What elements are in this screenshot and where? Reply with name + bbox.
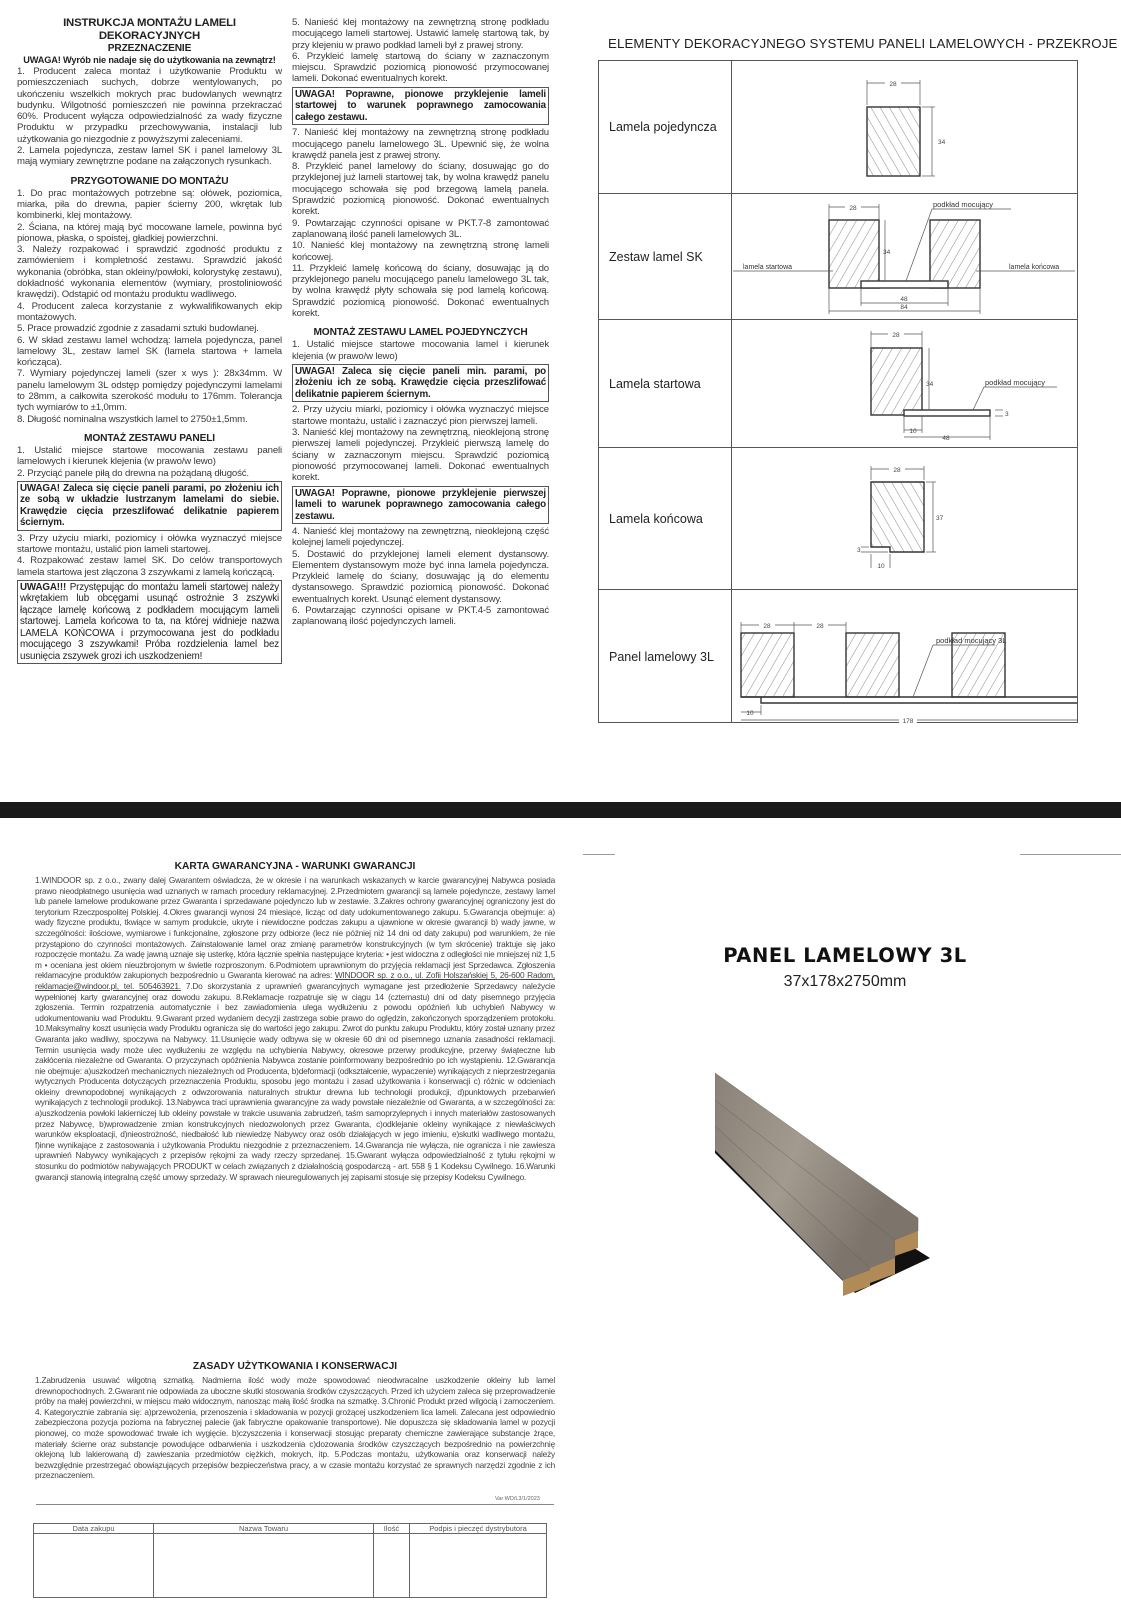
footer-line: [36, 1504, 554, 1505]
instruction-item: 7. Wymiary pojedynczej lameli (szer x wys ): 28x34mm. W panelu lamelowym 3L odstęp pomiędzy pojedynczymi lamelami to 28mm, a całkowita szerokość modułu to 176mm. Tolerancja tych wymiarów to ±1,0mm.: [17, 368, 282, 414]
instruction-item: 3. Należy rozpakować i sprawdzić zgodność produktu z zamówieniem i kompletność zestawu. Sprawdzić jakość wykonania (obróbka, stan okleiny/powłoki, kolorystykę zestawu), dokładność wykonania elementów (wymiary, prostoliniowość krawędzi). Odstąpić od montażu produktu wadliwego.: [17, 244, 282, 301]
preparation-list: [17, 188, 282, 425]
dim-width: 28: [892, 332, 900, 339]
cell-product-name[interactable]: [154, 1534, 374, 1598]
product-dimensions: 37x178x2750mm: [783, 973, 907, 990]
panels-warning-cut: UWAGA! Zaleca się cięcie paneli parami, po złożeniu ich ze sobą w układzie lustrzanym lamelami do siebie. Krawędzie cięcia przeszlifować delikatnie papierem ściernym.: [17, 481, 282, 531]
dim-total: 84: [900, 304, 908, 311]
col-signature: Podpis i pieczęć dystrybutora: [410, 1524, 547, 1534]
panels-warning-staples: [17, 580, 282, 665]
row-label: Panel lamelowy 3L: [599, 590, 732, 723]
singles-heading: MONTAŻ ZESTAWU LAMEL POJEDYNCZYCH: [313, 327, 528, 339]
singles-warning-first: UWAGA! Poprawne, pionowe przyklejenie pierwszej lameli to warunek poprawnego zamocowania całego zestawu.: [292, 486, 549, 525]
instruction-item: 5. Nanieść klej montażowy na zewnętrzną stronę podkładu mocującego lameli startowej. Ustawić lamelę startową tak, by przy klejeniu w prawo podkład lameli był z prawej strony.: [292, 17, 549, 51]
warranty-text-b: 7.Do skorzystania z uprawnień gwarancyjnych wymagane jest przedłożenie Sprzedawcy należycie wypełnionej karty gwarancyjnej oraz dowodu zakupu. 8.Reklamacje rozpatruje się w ciągu 14 (czternastu) dni od daty pisemnego przyjęcia zgłoszenia. Termin rozpatrzenia automatycznie i bez zawiadomienia ulega wydłużeniu z powodu opóźnień lub uchybień Nabywcy w udokumentowaniu wad Produktu. 9.Gwarant przed wydaniem decyzji zastrzega sobie prawo do oględzin, zakończonych sporządzeniem protokołu. 10.Maksymalny koszt usunięcia wady Produktu ogranicza się do wartości jego zakupu. Zwrot do punktu zakupu Produktu, który został uznany przez Gwaranta jako wadliwy, spoczywa na Nabywcy. 11.Usunięcie wady odbywa się w okresie 60 dni od pisemnego uznania zasadności reklamacji. Termin usunięcia wady może ulec wydłużeniu ze względu na uchybienia Nabywcy, okresowe przerwy produkcyjne, przerwy świąteczne lub zakłócenia niezależne od Gwaranta. O przyczynach opóźnienia Nabywca zostanie poinformowany bezpośrednio po ich wystąpieniu. 12.Gwarancja nie obejmuje: a)uszkodzeń mechanicznych niezależnych od Producenta, b)deformacji (odkształcenie, wypaczenie) wynikających z nieprzestrzegania wytycznych Producenta dotyczących przeznaczenia Produktu, sposobu jego montażu i zasad użytkowania i konserwacji c) różnic w odcieniach okleiny drewnopodobnej wynikających z odwzorowania naturalnych struktur drewna lub technologii produkcji, d)punktowych przebarwień wynikających z technologii produkcji. 13.Nabywca traci uprawnienia gwarancyjne za wady powstałe niezależnie od Gwaranta, a w szczególności za: a)uszkodzenia powłoki lakierniczej lub okleiny powstałe w trakcie usuwania zabrudzeń, taśm samoprzylepnych i innych materiałów zastosowanych przez Nabywcę, b)wprowadzenie zmian konstrukcyjnych niedozwolonych przez Gwaranta, c)odklejanie okleiny wynikające z niewłaściwych warunków eksploatacji, d)nieostrożność, niedbałość lub niewiedzę Nabywcy oraz osób działających w jego imieniu, e)skutki wadliwego montażu, f)inne wynikające z zastosowania i użytkowania Produktu niezgodnie z przeznaczeniem. 14.Gwarancja nie wyłącza, nie ogranicza i nie zawiesza uprawnień Nabywcy wynikających z przepisów rękojmi za wady rzeczy sprzedanej. 15.Gwarant wyłącza odpowiedzialność z tytułu rękojmi w stosunku do podmiotów nabywających PRODUKT w celach związanych z działalnością gospodarczą - art. 558 § 1 Kodeksu Cywilnego. 16.Warunki gwarancji stanowią integralną część umowy sprzedaży. W sprawach nieuregulowanych jej zapisami stosuje się przepisy Kodeksu Cywilnego.: [35, 980, 555, 1182]
instruction-item: 9. Powtarzając czynności opisane w PKT.7-8 zamontować zaplanowaną ilość paneli lamelowych 3L.: [292, 217, 549, 240]
version-label: Var WD/L3/1/2023: [495, 1496, 540, 1502]
instruction-item: 1. Producent zaleca montaż i użytkowanie Produktu w pomieszczeniach suchych, dobrze wentylowanych, po ukończeniu wszelkich mokrych prac budowlanych wewnątrz budynku. Wilgotność pomieszczeń nie powinna przekraczać 60%. Producent wyłącza odpowiedzialność za wady fizyczne Produktu w przypadku przechowywania, instalacji lub użytkowania go niezgodnie z powyższymi zaleceniami.: [17, 66, 282, 145]
purchase-table: [33, 1523, 547, 1598]
dim-base: 48: [900, 296, 908, 303]
dim-total: 178: [902, 718, 914, 723]
instruction-item: 3. Nanieść klej montażowy na zewnętrzną, nieoklejoną stronę pierwszej lameli pojedynczej. Przykleić pierwszą lamelę do ściany w zaznaczonym miejscu. Sprawdzić poziomicą pionowość przymocowanej lameli. Dokonać ewentualnych korekt.: [292, 427, 549, 484]
product-render: [715, 1018, 1015, 1298]
dim-base: 48: [942, 435, 950, 442]
row-label: Lamela startowa: [599, 320, 732, 447]
purpose-heading: PRZEZNACZENIE: [107, 43, 192, 54]
sk-set-drawing: [733, 194, 1077, 320]
warning-text: Przystępując do montażu lameli startowej należy wkrętakiem lub obcęgami usunąć ostrożnie 3 zszywki łączące lamelę końcową z podkładem mocującym lameli startowej. Lamela końcowa to ta, na której widnieje nazwa LAMELA KOŃCOWA i przymocowana jest do podkładu mocującego 3 zszywkami! Próba rozdzielenia lamel bez usunięcia zszywek grozi ich uszkodzeniem!: [20, 581, 279, 662]
col-quantity: Ilość: [374, 1524, 410, 1534]
instruction-item: 8. Przykleić panel lamelowy do ściany, dosuwając go do przyklejonej już lameli startowej tak, by wolna krawędź panelu mocującego schowała się pod brzegową lamelą panela. Sprawdzić poziomicą pionowość. Dokonać ewentualnych korekt.: [292, 161, 549, 218]
product-name: PANEL LAMELOWY 3L: [723, 944, 967, 967]
panels-warning-start: UWAGA! Poprawne, pionowe przyklejenie lameli startowej to warunek poprawnego zamocowania całego zestawu.: [292, 87, 549, 126]
decor-line-right: [1020, 854, 1121, 855]
instruction-item: 5. Prace prowadzić zgodnie z zasadami sztuki budowlanej.: [17, 323, 259, 335]
dim-height: 34: [883, 249, 891, 256]
dim-width: 28: [763, 623, 771, 630]
callout-end: lamela końcowa: [1009, 264, 1060, 271]
row-zestaw-sk: [599, 194, 1077, 320]
singles-list-c: [292, 526, 549, 628]
instruction-item: 6. W skład zestawu lamel wchodzą: lamela pojedyncza, panel lamelowy 3L, zestaw lamel SK (lamela startowa + lamela kończąca).: [17, 334, 282, 369]
instruction-item: 2. Lamela pojedyncza, zestaw lamel SK i panel lamelowy 3L mają wymiary zewnętrzne podane na załączonych rysunkach.: [17, 145, 282, 168]
panels-list-b: [17, 533, 282, 578]
dim-height: 34: [926, 381, 934, 388]
singles-warning-cut: UWAGA! Zaleca się cięcie paneli min. parami, po złożeniu ich ze sobą. Krawędzie cięcia przeszlifować delikatnie papierem ściernym.: [292, 364, 549, 403]
instruction-item: 4. Nanieść klej montażowy na zewnętrzną, nieoklejoną część kolejnej lameli pojedynczej.: [292, 526, 549, 549]
lamel-section: [867, 107, 920, 176]
cross-sections-table: [598, 60, 1078, 723]
dim-offset: 10: [909, 428, 917, 435]
instructions-column-left: [17, 17, 282, 666]
cell-signature[interactable]: [410, 1534, 547, 1598]
care-text: 1.Zabrudzenia usuwać wilgotną szmatką. Nadmierna ilość wody może spowodować nieodwracalne uszkodzenie okleiny lub lamel drewnopochodnych. 2.Gwarant nie odpowiada za uboczne skutki stosowania środków czyszczących. Przed ich użyciem zaleca się przeprowadzenie próby na małej powierzchni, w miejscu mało widocznym, nanosząc małą ilość środka na szmatkę. 3.Chronić Produkt przed wilgocią i zamoczeniem. 4. Kategorycznie zabrania się: a)przewożenia, przenoszenia i składowania w pozycji grożącej uszkodzeniem lica lameli. Zalecana jest odpowiednio zabezpieczona pozycja pozioma na fabrycznej palecie (jak fabryczne opakowanie transportowe). Nie dopuszcza się składowania lamel w pozycji pionowej, co może spowodować trwałe ich wygięcie. b)czyszczenia i konserwacji stosując preparaty chemiczne zawierające substancje żrące, materiały ścierne oraz substancje powodujące odbarwienia i uszkodzenia c)dozowania środków czyszczących bezpośrednio na powierzchnię oklejoną lub lakierowaną d) zawieszania przedmiotów ciężkich, mokrych, itp. 5.Podczas montażu, użytkowania oraz konserwacji należy bezwzględnie przestrzegać obowiązujących przepisów bezpieczeństwa pracy, a w czasie montażu korzystać ze sprawnych narzędzi zgodnie z ich przeznaczeniem.: [35, 1375, 555, 1481]
cell-purchase-date[interactable]: [34, 1534, 154, 1598]
callout-start: lamela startowa: [743, 264, 793, 271]
instruction-item: 3. Przy użyciu miarki, poziomicy i ołówka wyznaczyć miejsce startowe montażu, ustalić pion lameli startowej.: [17, 532, 282, 556]
instruction-item: 2. Przy użyciu miarki, poziomicy i ołówka wyznaczyć miejsce startowe montażu, ustalić i zaznaczyć pion pierwszej lameli.: [292, 404, 549, 427]
callout-base: podkład mocujący 3L: [936, 636, 1007, 645]
row-label: Zestaw lamel SK: [599, 194, 732, 319]
purpose-list: [17, 66, 282, 168]
single-lamel-drawing: [733, 61, 1077, 194]
cell-quantity[interactable]: [374, 1534, 410, 1598]
callout-base: podkład mocujący: [933, 200, 994, 209]
dim-height: 34: [938, 139, 946, 146]
dim-gap: 28: [816, 623, 824, 630]
instructions-column-middle: [292, 17, 549, 628]
outdoor-warning: UWAGA! Wyrób nie nadaje się do użytkowania na zewnątrz!: [23, 55, 276, 65]
instruction-item: 11. Przykleić lamelę końcową do ściany, dosuwając ją do przyklejonego panelu mocującego panelu lamelowego 3L tak, by wolna krawędź płyty schowała się pod lamelą końcową. Sprawdzić poziomicą pionowość. Dokonać ewentualnych korekt.: [292, 262, 549, 320]
instruction-item: 8. Długość nominalna wszystkich lamel to 2750±1,5mm.: [17, 413, 248, 425]
row-lamela-pojedyncza: [599, 61, 1077, 194]
callout-base: podkład mocujący: [985, 378, 1046, 387]
instruction-item: 6. Przykleić lamelę startową do ściany w zaznaczonym miejscu. Sprawdzić poziomicą pionowość przymocowanej lameli. Dokonać ewentualnych korekt.: [292, 50, 549, 85]
dim-width: 28: [889, 81, 897, 88]
care-title: ZASADY UŻYTKOWANIA I KONSERWACJI: [192, 1361, 398, 1372]
instruction-item: 10. Nanieść klej montażowy na zewnętrzną stronę lameli końcowej.: [292, 240, 549, 263]
panel-3l-drawing: [733, 590, 1077, 723]
row-lamela-startowa: [599, 320, 1077, 448]
instruction-item: 6. Powtarzając czynności opisane w PKT.4-5 zamontować zaplanowaną ilość pojedynczych lameli.: [292, 605, 549, 628]
panels-heading: MONTAŻ ZESTAWU PANELI: [84, 432, 215, 444]
col-purchase-date: Data zakupu: [34, 1524, 154, 1534]
row-label: Lamela pojedyncza: [599, 61, 732, 193]
panels-list-a: [17, 445, 282, 479]
instruction-item: 4. Producent zaleca korzystanie z wykwalifikowanych ekip montażowych.: [17, 300, 282, 323]
warranty-text-a: 1.WINDOOR sp. z o.o., zwany dalej Gwarantem oświadcza, że w okresie i na warunkach wskazanych w karcie gwarancyjnej Nabywca posiada prawo nieodpłatnego usunięcia wad uznanych w ramach procedury reklamacyjnej. 2.Przedmiotem gwarancji są lamele pojedyncze, zestawy lamel lub panele lamelowe produkowane przez Gwaranta i sprzedawane pojedynczo lub w zestawie. 3.Zakres ochrony gwarancyjnej ograniczony jest do terytorium Rzeczpospolitej Polskiej. 4.Okres gwarancji wynosi 24 miesiące, licząc od daty udokumentowanego zakupu. 5.Gwarancja obejmuje: a) wady fizyczne produktu, tkwiące w samym produkcie, ukryte i niewidoczne podczas zakupu a ujawnione w okresie gwarancji b) wady jawne, w szczególności: ilościowe, wymiarowe i funkcjonalne, zgłoszone przy odbiorze (lecz nie później niż 14 dni od daty zakupu) pod warunkiem, że nie przystąpiono do czynności montażowych. Zainstalowanie lamel oraz zmianę parametrów konstrukcyjnych (w tym skrócenie) traktuje się jako rozpoczęcie montażu. Za wadę jawną uznaje się usterkę, która łącznie spełnia następujące kryteria: • jest widoczna z odległości nie mniejszej niż 1,5 m • oceniana jest okiem nieuzbrojonym w świetle rozproszonym. 6.Podmiotem uprawnionym do przyjęcia reklamacji jest Sprzedawca. Zgłoszenia reklamacyjne produktów zakupionych bezpośrednio u Gwaranta kierować na adres:: [35, 875, 555, 981]
instruction-item: 1. Ustalić miejsce startowe mocowania zestawu paneli lamelowych i kierunek klejenia (w prawo/w lewo): [17, 444, 282, 468]
col-product-name: Nazwa Towaru: [154, 1524, 374, 1534]
dim-notch-width: 10: [877, 563, 885, 570]
singles-list-a: [292, 339, 549, 362]
dim-width: 28: [849, 205, 857, 212]
row-lamela-koncowa: [599, 448, 1077, 590]
singles-list-b: [292, 404, 549, 483]
warning-label: UWAGA!!!: [20, 581, 67, 593]
warranty-page: [0, 818, 1121, 1603]
instruction-item: 1. Do prac montażowych potrzebne są: ołówek, poziomica, miarka, piła do drewna, papier ścierny 200, wkrętak lub kombinerki, klej montażowy.: [17, 187, 282, 222]
instruction-item: 1. Ustalić miejsce startowe mocowania lamel i kierunek klejenia (w prawo/w lewo): [292, 339, 549, 362]
instruction-item: 7. Nanieść klej montażowy na zewnętrzną stronę podkładu mocującego panelu lamelowego 3L. Upewnić się, że wolna krawędź panela jest z prawej strony.: [292, 127, 549, 161]
instructions-title: INSTRUKCJA MONTAŻU LAMELI DEKORACYJNYCH: [63, 17, 236, 42]
start-lamel-drawing: [733, 320, 1077, 448]
instruction-item: 2. Przyciąć panele piłą do drewna na pożądaną długość.: [17, 467, 249, 479]
dim-notch-height: 3: [857, 547, 861, 554]
dim-height: 37: [936, 515, 944, 522]
instruction-item: 2. Ściana, na której mają być mocowane lamele, powinna być pionowa, płaska, o spoistej, gładkiej powierzchni.: [17, 221, 282, 244]
dim-thickness: 3: [1005, 411, 1009, 418]
complaint-address-link[interactable]: WINDOOR sp. z o.o., ul. Zofii Holszańskiej 5, 26-600 Radom, reklamacje@windoor.pl, tel. 505463921.: [35, 970, 555, 991]
panels-list-c: [292, 17, 549, 85]
cross-sections-title: ELEMENTY DEKORACYJNEGO SYSTEMU PANELI LAMELOWYCH - PRZEKROJE: [608, 36, 1118, 51]
instruction-item: 4. Rozpakować zestaw lamel SK. Do celów transportowych lamela startowa jest złączona 3 zszywkami z lamelą kończącą.: [17, 555, 282, 578]
preparation-heading: PRZYGOTOWANIE DO MONTAŻU: [70, 175, 229, 187]
warranty-title: KARTA GWARANCYJNA - WARUNKI GWARANCJI: [174, 861, 416, 872]
dim-width: 28: [893, 467, 901, 474]
panels-list-d: [292, 127, 549, 319]
end-lamel-drawing: [733, 448, 1077, 590]
instruction-item: 5. Dostawić do przyklejonej lameli element dystansowy. Elementem dystansowym może być inna lamela pojedyncza. Przykleić lamelę do ściany, dosuwając ją do elementu dystansowego. Sprawdzić poziomicą pionowość. Dokonać ewentualnych korekt. Usunąć element dystansowy.: [292, 548, 549, 605]
row-label: Lamela końcowa: [599, 448, 732, 589]
page-divider: [0, 802, 1121, 818]
row-panel-3l: [599, 590, 1077, 723]
decor-line-left: [583, 854, 615, 855]
warranty-text: [35, 875, 555, 1182]
dim-offset: 10: [746, 710, 754, 717]
